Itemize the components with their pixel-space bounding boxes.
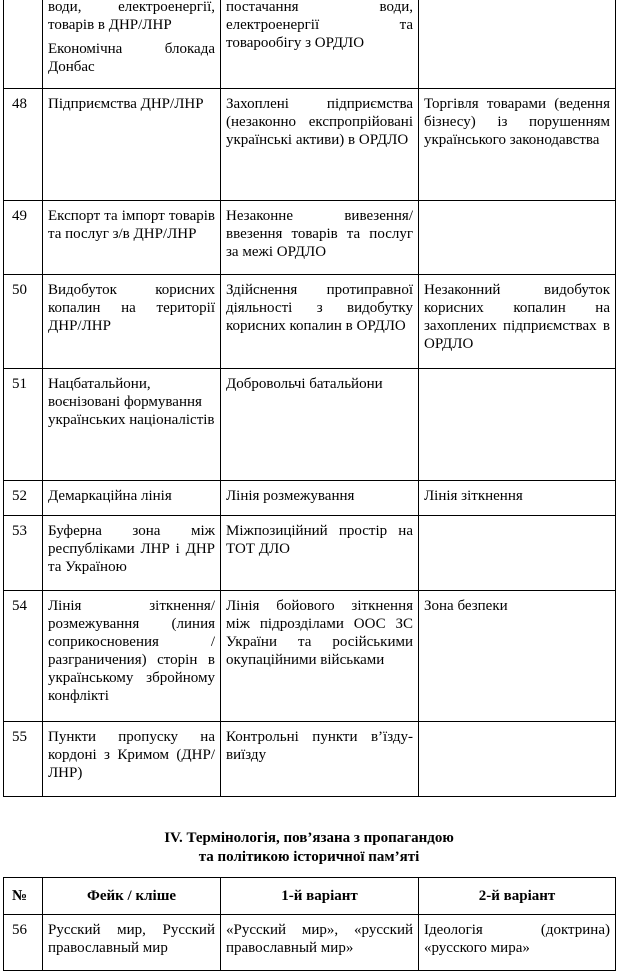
variant-2-cell [419, 200, 616, 274]
fake-term-cell: Підприємства ДНР/ЛНР [43, 88, 221, 200]
table-row [4, 590, 616, 721]
variant-1-cell: Лінія бойового зіткнення між підрозділами ООС ЗС України та російськими окупаційними військами [221, 590, 419, 721]
variant-2-cell [419, 721, 616, 796]
fake-term: води, електроенергії, товарів в ДНР/ЛНР [48, 0, 215, 33]
row-number: 52 [4, 480, 43, 515]
row-number: 56 [4, 915, 43, 971]
section-heading-line-2: та політикою історичної пам’яті [198, 849, 420, 865]
variant-2-cell: Лінія зіткнення [419, 480, 616, 515]
fake-term-cell: Лінія зіткнення/ розмежування (линия соприкосновения /разграничения) сторін в українському збройному конфлікті [43, 590, 221, 721]
row-number: 49 [4, 200, 43, 274]
fake-term-extra: Економічна блокада Донбас [48, 41, 215, 75]
fake-term-cell: Пункти пропуску на кордоні з Кримом (ДНР/ЛНР) [43, 721, 221, 796]
propaganda-terminology-table [3, 877, 616, 971]
variant-1-cell: Лінія розмежування [221, 480, 419, 515]
variant-2-cell: Зона безпеки [419, 590, 616, 721]
variant-1-cell: Здійснення протиправної діяльності з видобутку корисних копалин в ОРДЛО [221, 274, 419, 368]
table-row [4, 88, 616, 200]
row-number: 54 [4, 590, 43, 721]
row-number: 50 [4, 274, 43, 368]
row-number: 51 [4, 368, 43, 480]
table-row [4, 368, 616, 480]
variant-1-cell: Міжпозиційний простір на ТОТ ДЛО [221, 515, 419, 590]
section-heading [3, 829, 615, 867]
fake-term-cell: Видобуток корисних копалин на території ДНР/ЛНР [43, 274, 221, 368]
variant-2-cell [419, 515, 616, 590]
variant-1-cell: «Русский мир», «русский православный мир» [221, 915, 419, 971]
column-header-variant-2: 2-й варіант [419, 878, 616, 915]
table-row [4, 915, 616, 971]
table-row [4, 515, 616, 590]
table-row [4, 274, 616, 368]
column-header-number: № [4, 878, 43, 915]
variant-1-cell: Незаконне вивезення/ ввезення товарів та послуг за межі ОРДЛО [221, 200, 419, 274]
fake-term-cell: Експорт та імпорт товарів та послуг з/в ДНР/ЛНР [43, 200, 221, 274]
variant-1-cell: Захоплені підприємства (незаконно експропрійовані українські активи) в ОРДЛО [221, 88, 419, 200]
table-row [4, 0, 616, 88]
table-row [4, 721, 616, 796]
column-header-variant-1: 1-й варіант [221, 878, 419, 915]
variant-2-cell [419, 0, 616, 88]
variant-2-cell: Торгівля товарами (ведення бізнесу) із порушенням українського законодавства [419, 88, 616, 200]
fake-term-cell: Буферна зона між республіками ЛНР і ДНР та Україною [43, 515, 221, 590]
row-number: 48 [4, 88, 43, 200]
variant-2-cell: Ідеологія (доктрина) «русского мира» [419, 915, 616, 971]
terminology-table-continued [3, 0, 616, 797]
variant-1-cell: постачання води, електроенергії та товарообігу з ОРДЛО [221, 0, 419, 88]
variant-1-cell: Добровольчі батальйони [221, 368, 419, 480]
fake-term-cell [43, 0, 221, 88]
variant-2-cell: Незаконний видобуток корисних копалин на захоплених підприємствах в ОРДЛО [419, 274, 616, 368]
column-header-fake: Фейк / кліше [43, 878, 221, 915]
row-number [4, 0, 43, 88]
variant-1-cell: Контрольні пункти в’їзду-виїзду [221, 721, 419, 796]
row-number: 55 [4, 721, 43, 796]
fake-term-cell: Нацбатальйони, воєнізовані формування українських націоналістів [43, 368, 221, 480]
fake-term-cell: Демаркаційна лінія [43, 480, 221, 515]
table-row [4, 200, 616, 274]
variant-2-cell [419, 368, 616, 480]
section-heading-line-1: IV. Термінологія, пов’язана з пропагандою [164, 830, 454, 846]
fake-term-cell: Русский мир, Русский православный мир [43, 915, 221, 971]
table-row [4, 480, 616, 515]
table-header-row [4, 878, 616, 915]
row-number: 53 [4, 515, 43, 590]
